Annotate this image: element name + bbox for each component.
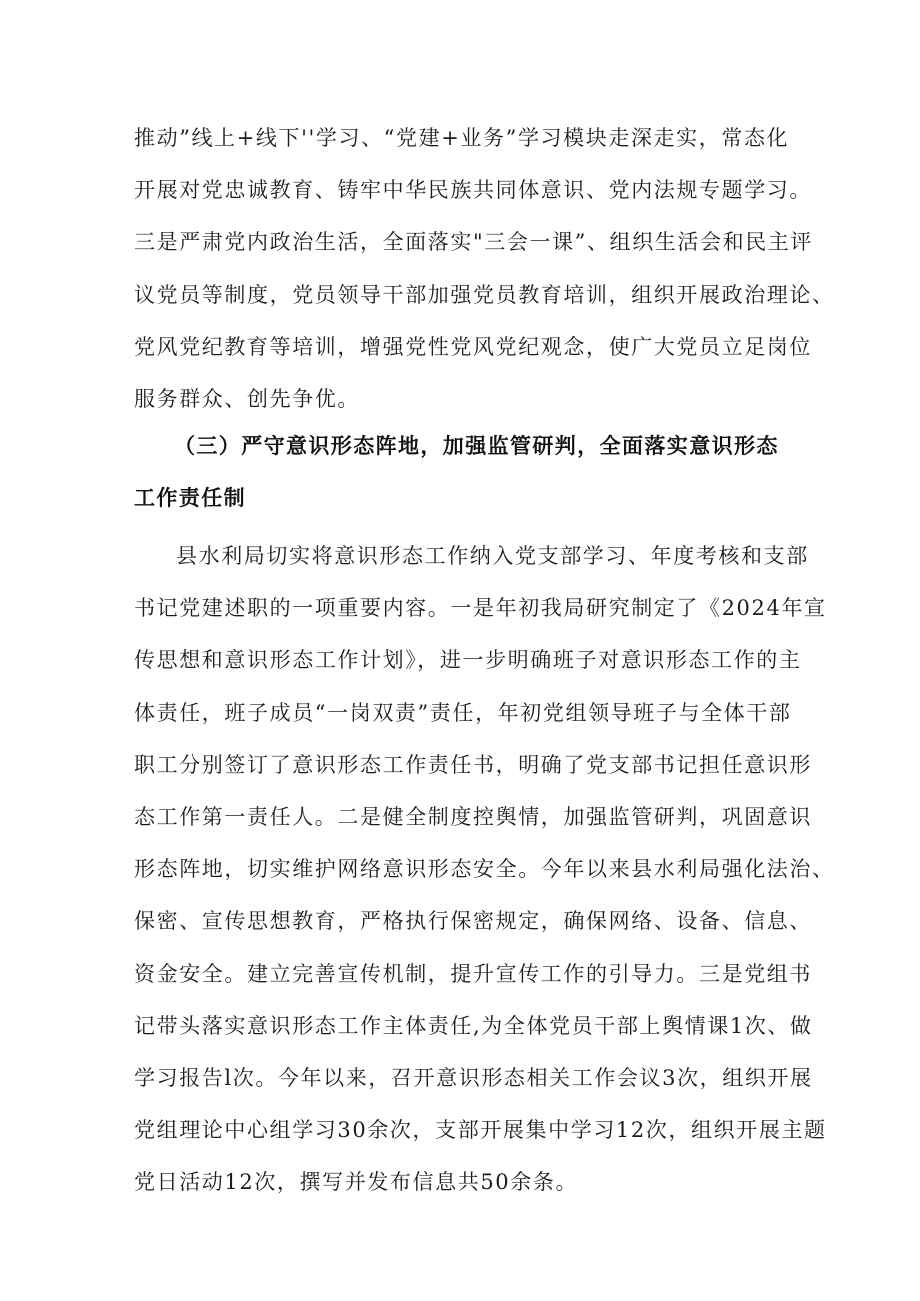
paragraph-line: 态工作第一责任人。二是健全制度控舆情，加强监管研判，巩固意识 [134, 804, 812, 829]
section-heading [134, 420, 800, 524]
paragraph-line: 记带头落实意识形态工作主体责任,为全体党员干部上舆情课1次、做 [134, 1013, 813, 1038]
paragraph-line: 党日活动12次，撰写并发布信息共50余条。 [134, 1170, 579, 1195]
paragraph-line: 职工分别签订了意识形态工作责任书，明确了党支部书记担任意识形 [134, 752, 812, 777]
paragraph-line: 党风党纪教育等培训，增强党性党风党纪观念，使广大党员立足岗位 [134, 334, 812, 359]
paragraph-line: 学习报告l次。今年以来，召开意识形态相关工作会议3次，组织开展 [134, 1065, 813, 1090]
paragraph-main [134, 530, 835, 1208]
paragraph-line: 体责任，班子成员“一岗双责”责任，年初党组领导班子与全体干部 [134, 700, 792, 725]
paragraph-line: 议党员等制度，党员领导干部加强党员教育培训，组织开展政治理论、 [134, 282, 835, 307]
paragraph-line: 书记党建述职的一项重要内容。一是年初我局研究制定了《2024年宣 [134, 596, 827, 621]
paragraph-line: 形态阵地，切实维护网络意识形态安全。今年以来县水利局强化法治、 [134, 857, 835, 882]
paragraph-line: 资金安全。建立完善宣传机制，提升宣传工作的引导力。三是党组书 [134, 961, 812, 986]
paragraph-line: 县水利局切实将意识形态工作纳入党支部学习、年度考核和支部 [176, 544, 809, 568]
paragraph-line: 三是严肃党内政治生活，全面落实"三会一课”、组织生活会和民主评 [134, 230, 813, 255]
paragraph-line: 保密、宣传思想教育，严格执行保密规定，确保网络、设备、信息、 [134, 909, 812, 934]
paragraph-continued [134, 112, 835, 425]
paragraph-line: 开展对党忠诚教育、铸牢中华民族共同体意识、党内法规专题学习。 [134, 178, 812, 203]
paragraph-line: 传思想和意识形态工作计划》，进一步明确班子对意识形态工作的主 [134, 648, 802, 673]
paragraph-line: 党组理论中心组学习30余次，支部开展集中学习12次，组织开展主题 [134, 1118, 827, 1143]
heading-line: 工作责任制 [134, 486, 246, 511]
heading-line: （三）严守意识形态阵地，加强监管研判，全面落实意识形态 [174, 434, 779, 458]
paragraph-line: 服务群众、创先争优。 [134, 386, 360, 411]
paragraph-line: 推动”线上+线下''学习、“党建+业务”学习模块走深走实，常态化 [134, 126, 790, 150]
